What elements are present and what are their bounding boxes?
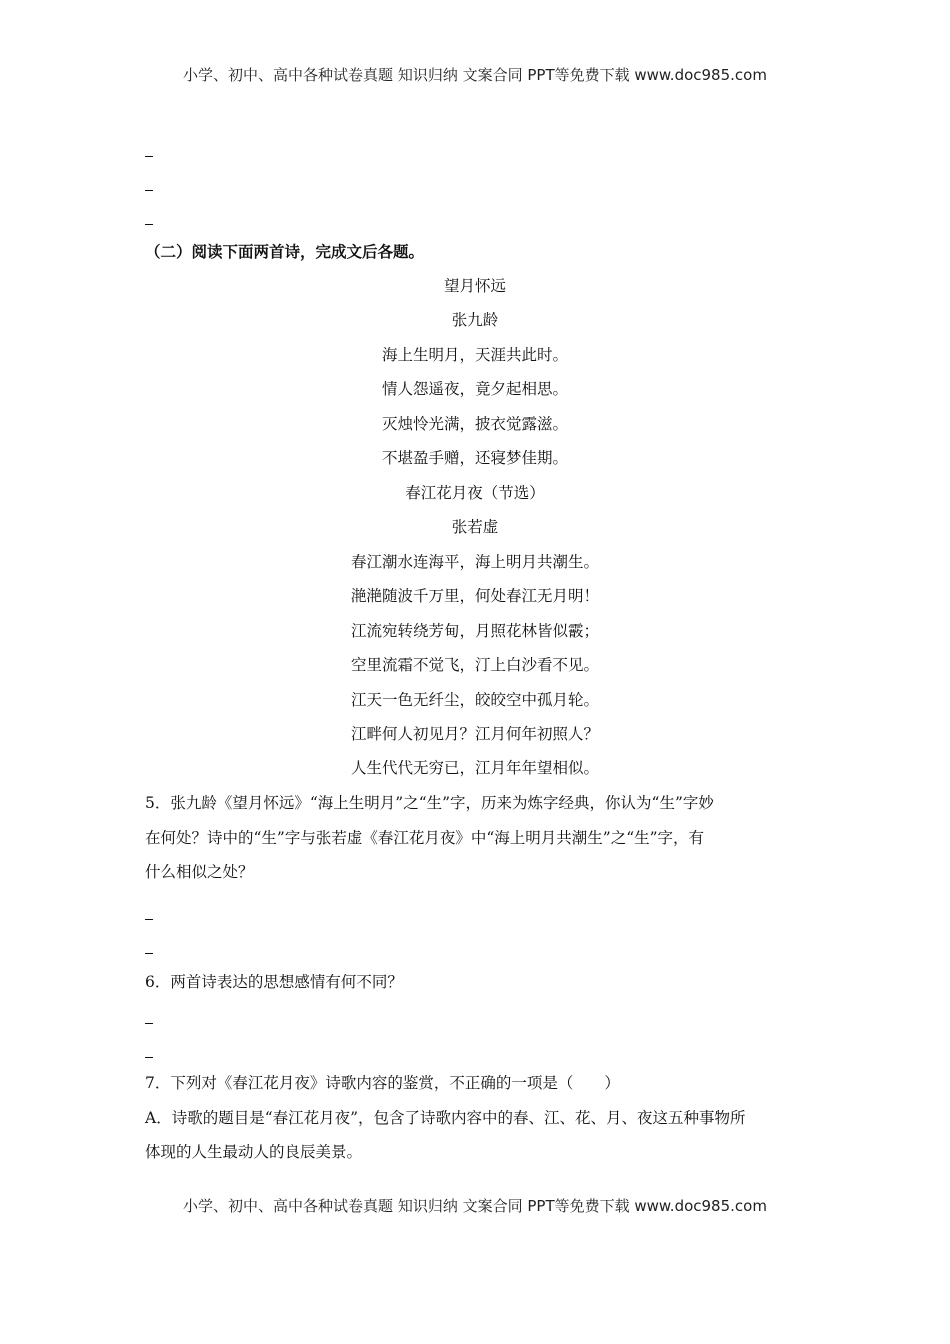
answer-blank bbox=[145, 156, 153, 157]
answer-blank bbox=[145, 190, 153, 191]
poem-line: 空里流霜不觉飞，汀上白沙看不见。 bbox=[350, 656, 599, 674]
poem2-author: 张若虚 bbox=[451, 518, 499, 536]
poem-line: 情人怨遥夜，竟夕起相思。 bbox=[381, 380, 568, 398]
answer-blank bbox=[145, 224, 153, 225]
poem1-author: 张九龄 bbox=[451, 311, 499, 329]
answer-blank bbox=[145, 953, 153, 954]
answer-blank bbox=[145, 1057, 153, 1058]
answer-blank bbox=[145, 1023, 153, 1024]
section-title: （二）阅读下面两首诗，完成文后各题。 bbox=[145, 242, 425, 261]
question-6: 6．两首诗表达的思想感情有何不同？ bbox=[145, 973, 403, 991]
poem-line: 海上生明月，天涯共此时。 bbox=[381, 346, 568, 364]
poem2-title: 春江花月夜（节选） bbox=[405, 484, 545, 502]
option-a: 体现的人生最动人的良辰美景。 bbox=[145, 1143, 363, 1161]
option-a: A．诗歌的题目是“春江花月夜”，包含了诗歌内容中的春、江、花、月、夜这五种事物所 bbox=[145, 1109, 746, 1127]
poem1-title: 望月怀远 bbox=[443, 277, 506, 295]
poem-line: 春江潮水连海平，海上明月共潮生。 bbox=[350, 553, 599, 571]
question-5: 什么相似之处？ bbox=[145, 863, 254, 881]
poem-line: 不堪盈手赠，还寝梦佳期。 bbox=[381, 449, 568, 467]
question-5: 在何处？诗中的“生”字与张若虚《春江花月夜》中“海上明月共潮生”之“生”字，有 bbox=[145, 829, 705, 847]
answer-blank bbox=[145, 919, 153, 920]
poem-line: 江畔何人初见月？江月何年初照人？ bbox=[350, 725, 599, 743]
poem-line: 人生代代无穷已，江月年年望相似。 bbox=[350, 759, 599, 777]
question-5: 5．张九龄《望月怀远》“海上生明月”之“生”字，历来为炼字经典，你认为“生”字妙 bbox=[145, 794, 714, 812]
poem-line: 江流宛转绕芳甸，月照花林皆似霰； bbox=[350, 622, 599, 640]
page-footer: 小学、初中、高中各种试卷真题 知识归纳 文案合同 PPT等免费下载 www.doc985.com bbox=[183, 1197, 767, 1215]
poem-line: 滟滟随波千万里，何处春江无月明！ bbox=[350, 587, 599, 605]
poem-line: 灭烛怜光满，披衣觉露滋。 bbox=[381, 415, 568, 433]
page-header: 小学、初中、高中各种试卷真题 知识归纳 文案合同 PPT等免费下载 www.doc985.com bbox=[183, 66, 767, 84]
question-7: 7．下列对《春江花月夜》诗歌内容的鉴赏，不正确的一项是（ ） bbox=[145, 1074, 620, 1092]
poem-line: 江天一色无纤尘，皎皎空中孤月轮。 bbox=[350, 691, 599, 709]
